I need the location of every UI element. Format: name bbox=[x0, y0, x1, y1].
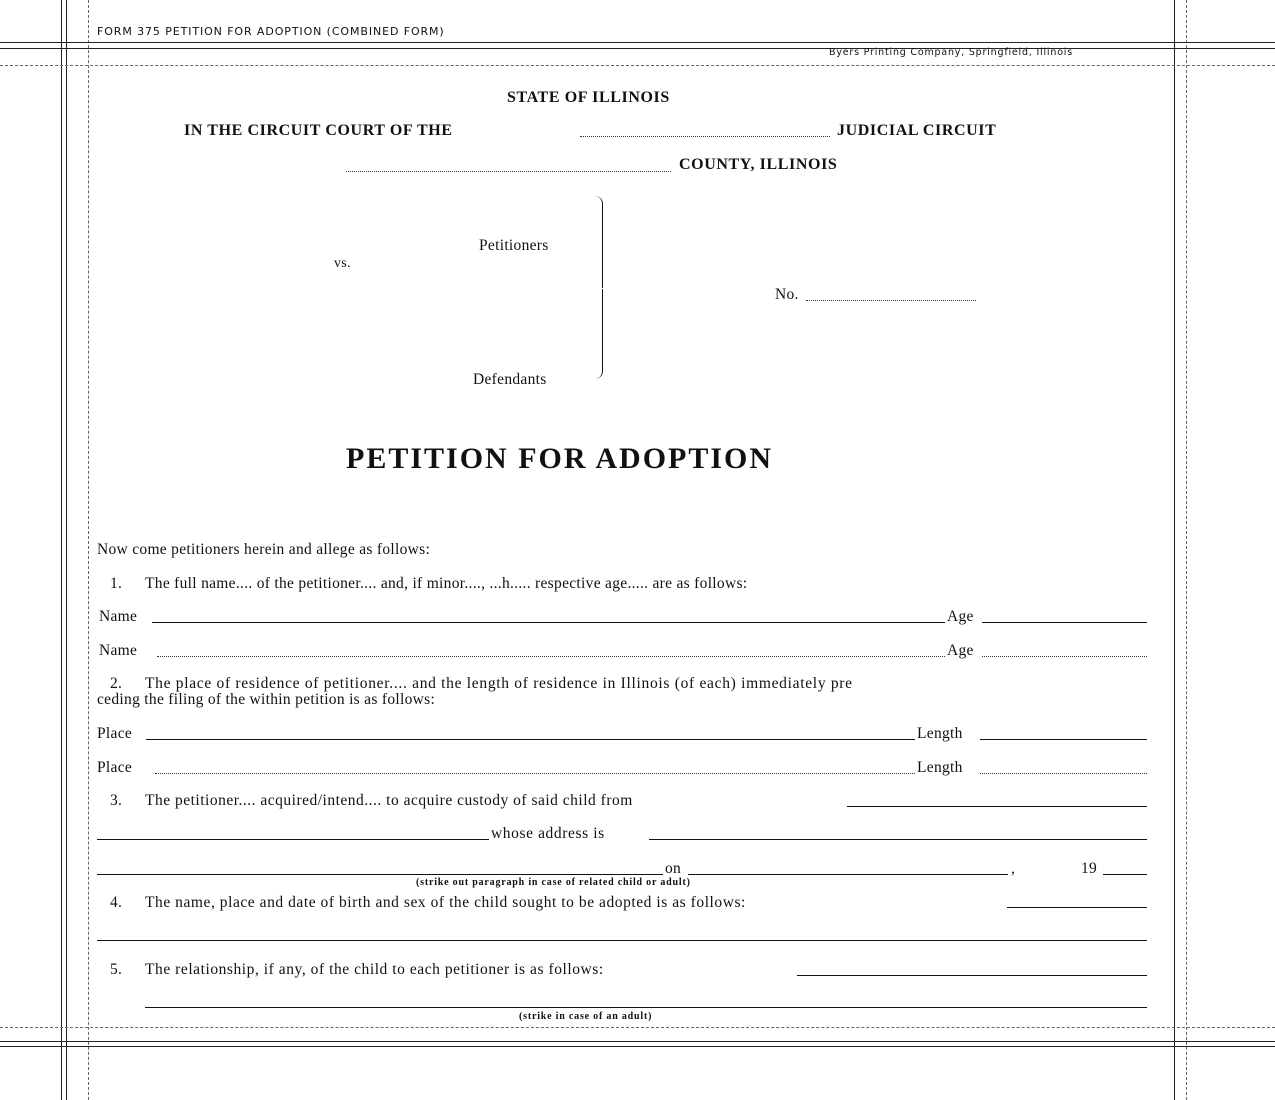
case-no-label: No. bbox=[775, 286, 799, 303]
case-no-blank[interactable] bbox=[806, 300, 976, 301]
para3-number: 3. bbox=[110, 792, 123, 809]
place-blank-1[interactable] bbox=[146, 739, 915, 740]
caption-brace-top bbox=[593, 196, 603, 288]
caption-brace-bottom bbox=[593, 289, 603, 379]
year-blank[interactable] bbox=[1103, 874, 1147, 875]
para5-text: The relationship, if any, of the child to each petitioner is as follows: bbox=[145, 961, 604, 978]
length-blank-2[interactable] bbox=[980, 773, 1147, 774]
circuit-blank[interactable] bbox=[580, 136, 830, 137]
year-label: 19 bbox=[1081, 860, 1098, 877]
para2-line1: The place of residence of petitioner.... and the length of residence in Illinois (of each) immediately pre bbox=[145, 675, 853, 692]
frame-line-right-2 bbox=[1186, 0, 1187, 1100]
court-suffix: JUDICIAL CIRCUIT bbox=[837, 122, 997, 139]
frame-line-left-1 bbox=[61, 0, 62, 1100]
state-heading: STATE OF ILLINOIS bbox=[507, 89, 670, 106]
name-label-2: Name bbox=[99, 642, 138, 659]
para1-text: The full name.... of the petitioner.... and, if minor...., ...h..... respective age..... are as follows: bbox=[145, 575, 748, 592]
length-label-2: Length bbox=[917, 759, 963, 776]
frame-line-top-2 bbox=[0, 48, 1275, 49]
age-label-1: Age bbox=[947, 608, 974, 625]
county-blank[interactable] bbox=[346, 171, 671, 172]
length-blank-1[interactable] bbox=[980, 739, 1147, 740]
page-title: PETITION FOR ADOPTION bbox=[346, 442, 774, 475]
relationship-blank-2[interactable] bbox=[145, 1007, 1147, 1008]
form-title: FORM 375 PETITION FOR ADOPTION (COMBINED FORM) bbox=[97, 25, 445, 38]
para5-note: (strike in case of an adult) bbox=[519, 1011, 653, 1022]
place-label-1: Place bbox=[97, 725, 133, 742]
para4-text: The name, place and date of birth and sex of the child sought to be adopted is as follows: bbox=[145, 894, 746, 911]
name-blank-2[interactable] bbox=[157, 656, 945, 657]
frame-line-top-1 bbox=[0, 42, 1275, 43]
child-info-blank-1[interactable] bbox=[1007, 907, 1147, 908]
address-blank-2[interactable] bbox=[97, 874, 663, 875]
address-blank[interactable] bbox=[649, 839, 1147, 840]
custody-from-blank[interactable] bbox=[847, 806, 1147, 807]
county-suffix: COUNTY, ILLINOIS bbox=[679, 156, 838, 173]
vs-label: vs. bbox=[334, 256, 351, 271]
place-blank-2[interactable] bbox=[155, 773, 915, 774]
frame-line-bottom-3 bbox=[0, 1046, 1275, 1047]
name-label-1: Name bbox=[99, 608, 138, 625]
frame-line-top-3 bbox=[0, 65, 1275, 66]
para1-number: 1. bbox=[110, 575, 123, 592]
whose-address-label: whose address is bbox=[491, 825, 605, 842]
frame-line-left-2 bbox=[66, 0, 67, 1100]
printer-credit: Byers Printing Company, Springfield, Illinois bbox=[829, 47, 1073, 58]
para2-line2: ceding the filing of the within petition is as follows: bbox=[97, 691, 436, 708]
relationship-blank-1[interactable] bbox=[797, 975, 1147, 976]
date-blank[interactable] bbox=[688, 874, 1008, 875]
court-prefix: IN THE CIRCUIT COURT OF THE bbox=[184, 122, 453, 139]
para3-text: The petitioner.... acquired/intend.... to acquire custody of said child from bbox=[145, 792, 633, 809]
frame-line-bottom-2 bbox=[0, 1041, 1275, 1042]
para3-note: (strike out paragraph in case of related child or adult) bbox=[416, 877, 691, 888]
on-label: on bbox=[665, 860, 682, 877]
frame-line-left-3 bbox=[88, 0, 89, 1100]
custodian-name-blank[interactable] bbox=[97, 839, 489, 840]
para4-number: 4. bbox=[110, 894, 123, 911]
para5-number: 5. bbox=[110, 961, 123, 978]
name-blank-1[interactable] bbox=[152, 622, 945, 623]
age-blank-2[interactable] bbox=[982, 656, 1147, 657]
frame-line-bottom-1 bbox=[0, 1027, 1275, 1028]
child-info-blank-2[interactable] bbox=[97, 940, 1147, 941]
petitioners-label: Petitioners bbox=[479, 237, 549, 254]
frame-line-right-1 bbox=[1174, 0, 1175, 1100]
intro-text: Now come petitioners herein and allege as follows: bbox=[97, 541, 431, 558]
defendants-label: Defendants bbox=[473, 371, 547, 388]
age-blank-1[interactable] bbox=[982, 622, 1147, 623]
date-comma: , bbox=[1011, 860, 1016, 877]
para2-number: 2. bbox=[110, 675, 123, 692]
length-label-1: Length bbox=[917, 725, 963, 742]
age-label-2: Age bbox=[947, 642, 974, 659]
place-label-2: Place bbox=[97, 759, 133, 776]
